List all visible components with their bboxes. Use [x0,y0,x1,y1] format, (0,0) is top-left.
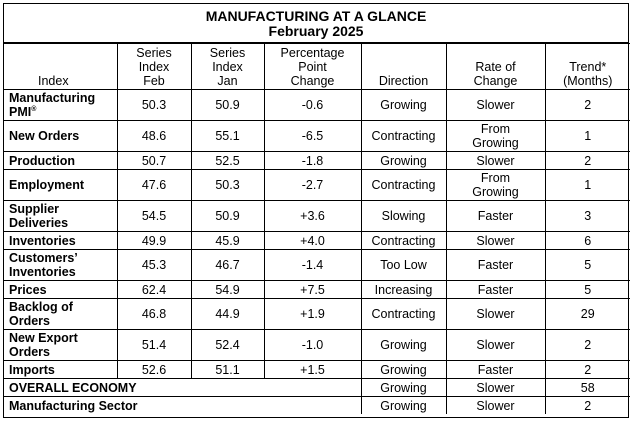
row-jan: 44.9 [191,299,264,330]
row-jan: 51.1 [191,361,264,379]
row-change: -2.7 [264,170,361,201]
row-change: +3.6 [264,201,361,232]
row-rate: Faster [446,361,545,379]
row-index-name: New Export Orders [4,330,117,361]
table-row [4,201,630,232]
row-index-name: Inventories [4,232,117,250]
row-change: +1.9 [264,299,361,330]
summary-name: Manufacturing Sector [4,397,361,415]
row-trend: 29 [545,299,630,330]
table-body [4,90,630,415]
table-row [4,121,630,152]
row-trend: 3 [545,201,630,232]
row-trend: 2 [545,90,630,121]
row-jan: 52.5 [191,152,264,170]
row-direction: Increasing [361,281,446,299]
row-index-name: Manufacturing PMI® [4,90,117,121]
row-index-name: Employment [4,170,117,201]
row-trend: 5 [545,250,630,281]
row-change: -1.0 [264,330,361,361]
table-row [4,361,630,379]
header-rate: Rate of Change [446,44,545,90]
row-index-name: Backlog of Orders [4,299,117,330]
header-jan: Series Index Jan [191,44,264,90]
row-jan: 46.7 [191,250,264,281]
summary-row [4,379,630,397]
summary-rate: Slower [446,379,545,397]
row-rate: Slower [446,90,545,121]
row-change: +1.5 [264,361,361,379]
header-index: Index [4,44,117,90]
row-index-name: Customers’ Inventories [4,250,117,281]
table-row [4,152,630,170]
header-trend: Trend* (Months) [545,44,630,90]
summary-row [4,397,630,415]
row-direction: Slowing [361,201,446,232]
table-title-block [4,4,628,43]
row-rate: Slower [446,330,545,361]
row-feb: 49.9 [117,232,191,250]
row-change: -1.8 [264,152,361,170]
row-index-name: Production [4,152,117,170]
header-direction: Direction [361,44,446,90]
row-change: -1.4 [264,250,361,281]
row-trend: 1 [545,170,630,201]
row-feb: 50.7 [117,152,191,170]
row-direction: Contracting [361,121,446,152]
table-row [4,170,630,201]
row-rate: Faster [446,201,545,232]
row-jan: 50.9 [191,201,264,232]
row-feb: 62.4 [117,281,191,299]
row-jan: 50.9 [191,90,264,121]
row-trend: 2 [545,330,630,361]
row-feb: 45.3 [117,250,191,281]
row-feb: 46.8 [117,299,191,330]
row-rate: From Growing [446,170,545,201]
row-trend: 2 [545,361,630,379]
row-change: +7.5 [264,281,361,299]
row-rate: Faster [446,281,545,299]
summary-name: OVERALL ECONOMY [4,379,361,397]
table-row [4,299,630,330]
row-trend: 5 [545,281,630,299]
row-direction: Growing [361,90,446,121]
summary-trend: 2 [545,397,630,415]
row-rate: From Growing [446,121,545,152]
row-direction: Growing [361,361,446,379]
summary-direction: Growing [361,379,446,397]
row-index-name: New Orders [4,121,117,152]
header-row [4,44,630,90]
row-direction: Growing [361,152,446,170]
header-change: Percentage Point Change [264,44,361,90]
row-jan: 50.3 [191,170,264,201]
row-jan: 45.9 [191,232,264,250]
row-feb: 47.6 [117,170,191,201]
row-change: +4.0 [264,232,361,250]
row-jan: 54.9 [191,281,264,299]
row-jan: 52.4 [191,330,264,361]
row-index-name: Supplier Deliveries [4,201,117,232]
row-trend: 1 [545,121,630,152]
index-table [4,43,630,414]
row-direction: Contracting [361,232,446,250]
row-direction: Growing [361,330,446,361]
table-subtitle: February 2025 [268,23,364,39]
row-trend: 2 [545,152,630,170]
row-rate: Slower [446,152,545,170]
row-rate: Slower [446,299,545,330]
row-index-name: Prices [4,281,117,299]
summary-trend: 58 [545,379,630,397]
row-rate: Faster [446,250,545,281]
row-rate: Slower [446,232,545,250]
summary-direction: Growing [361,397,446,415]
manufacturing-at-a-glance-table [3,3,629,418]
table-row [4,330,630,361]
row-direction: Contracting [361,170,446,201]
table-row [4,232,630,250]
row-feb: 48.6 [117,121,191,152]
row-trend: 6 [545,232,630,250]
row-jan: 55.1 [191,121,264,152]
row-index-name: Imports [4,361,117,379]
row-feb: 50.3 [117,90,191,121]
row-direction: Contracting [361,299,446,330]
table-row [4,250,630,281]
table-title: MANUFACTURING AT A GLANCE [205,8,427,24]
row-feb: 51.4 [117,330,191,361]
row-change: -6.5 [264,121,361,152]
table-row [4,90,630,121]
row-feb: 54.5 [117,201,191,232]
header-feb: Series Index Feb [117,44,191,90]
table-row [4,281,630,299]
row-change: -0.6 [264,90,361,121]
summary-rate: Slower [446,397,545,415]
row-direction: Too Low [361,250,446,281]
row-feb: 52.6 [117,361,191,379]
